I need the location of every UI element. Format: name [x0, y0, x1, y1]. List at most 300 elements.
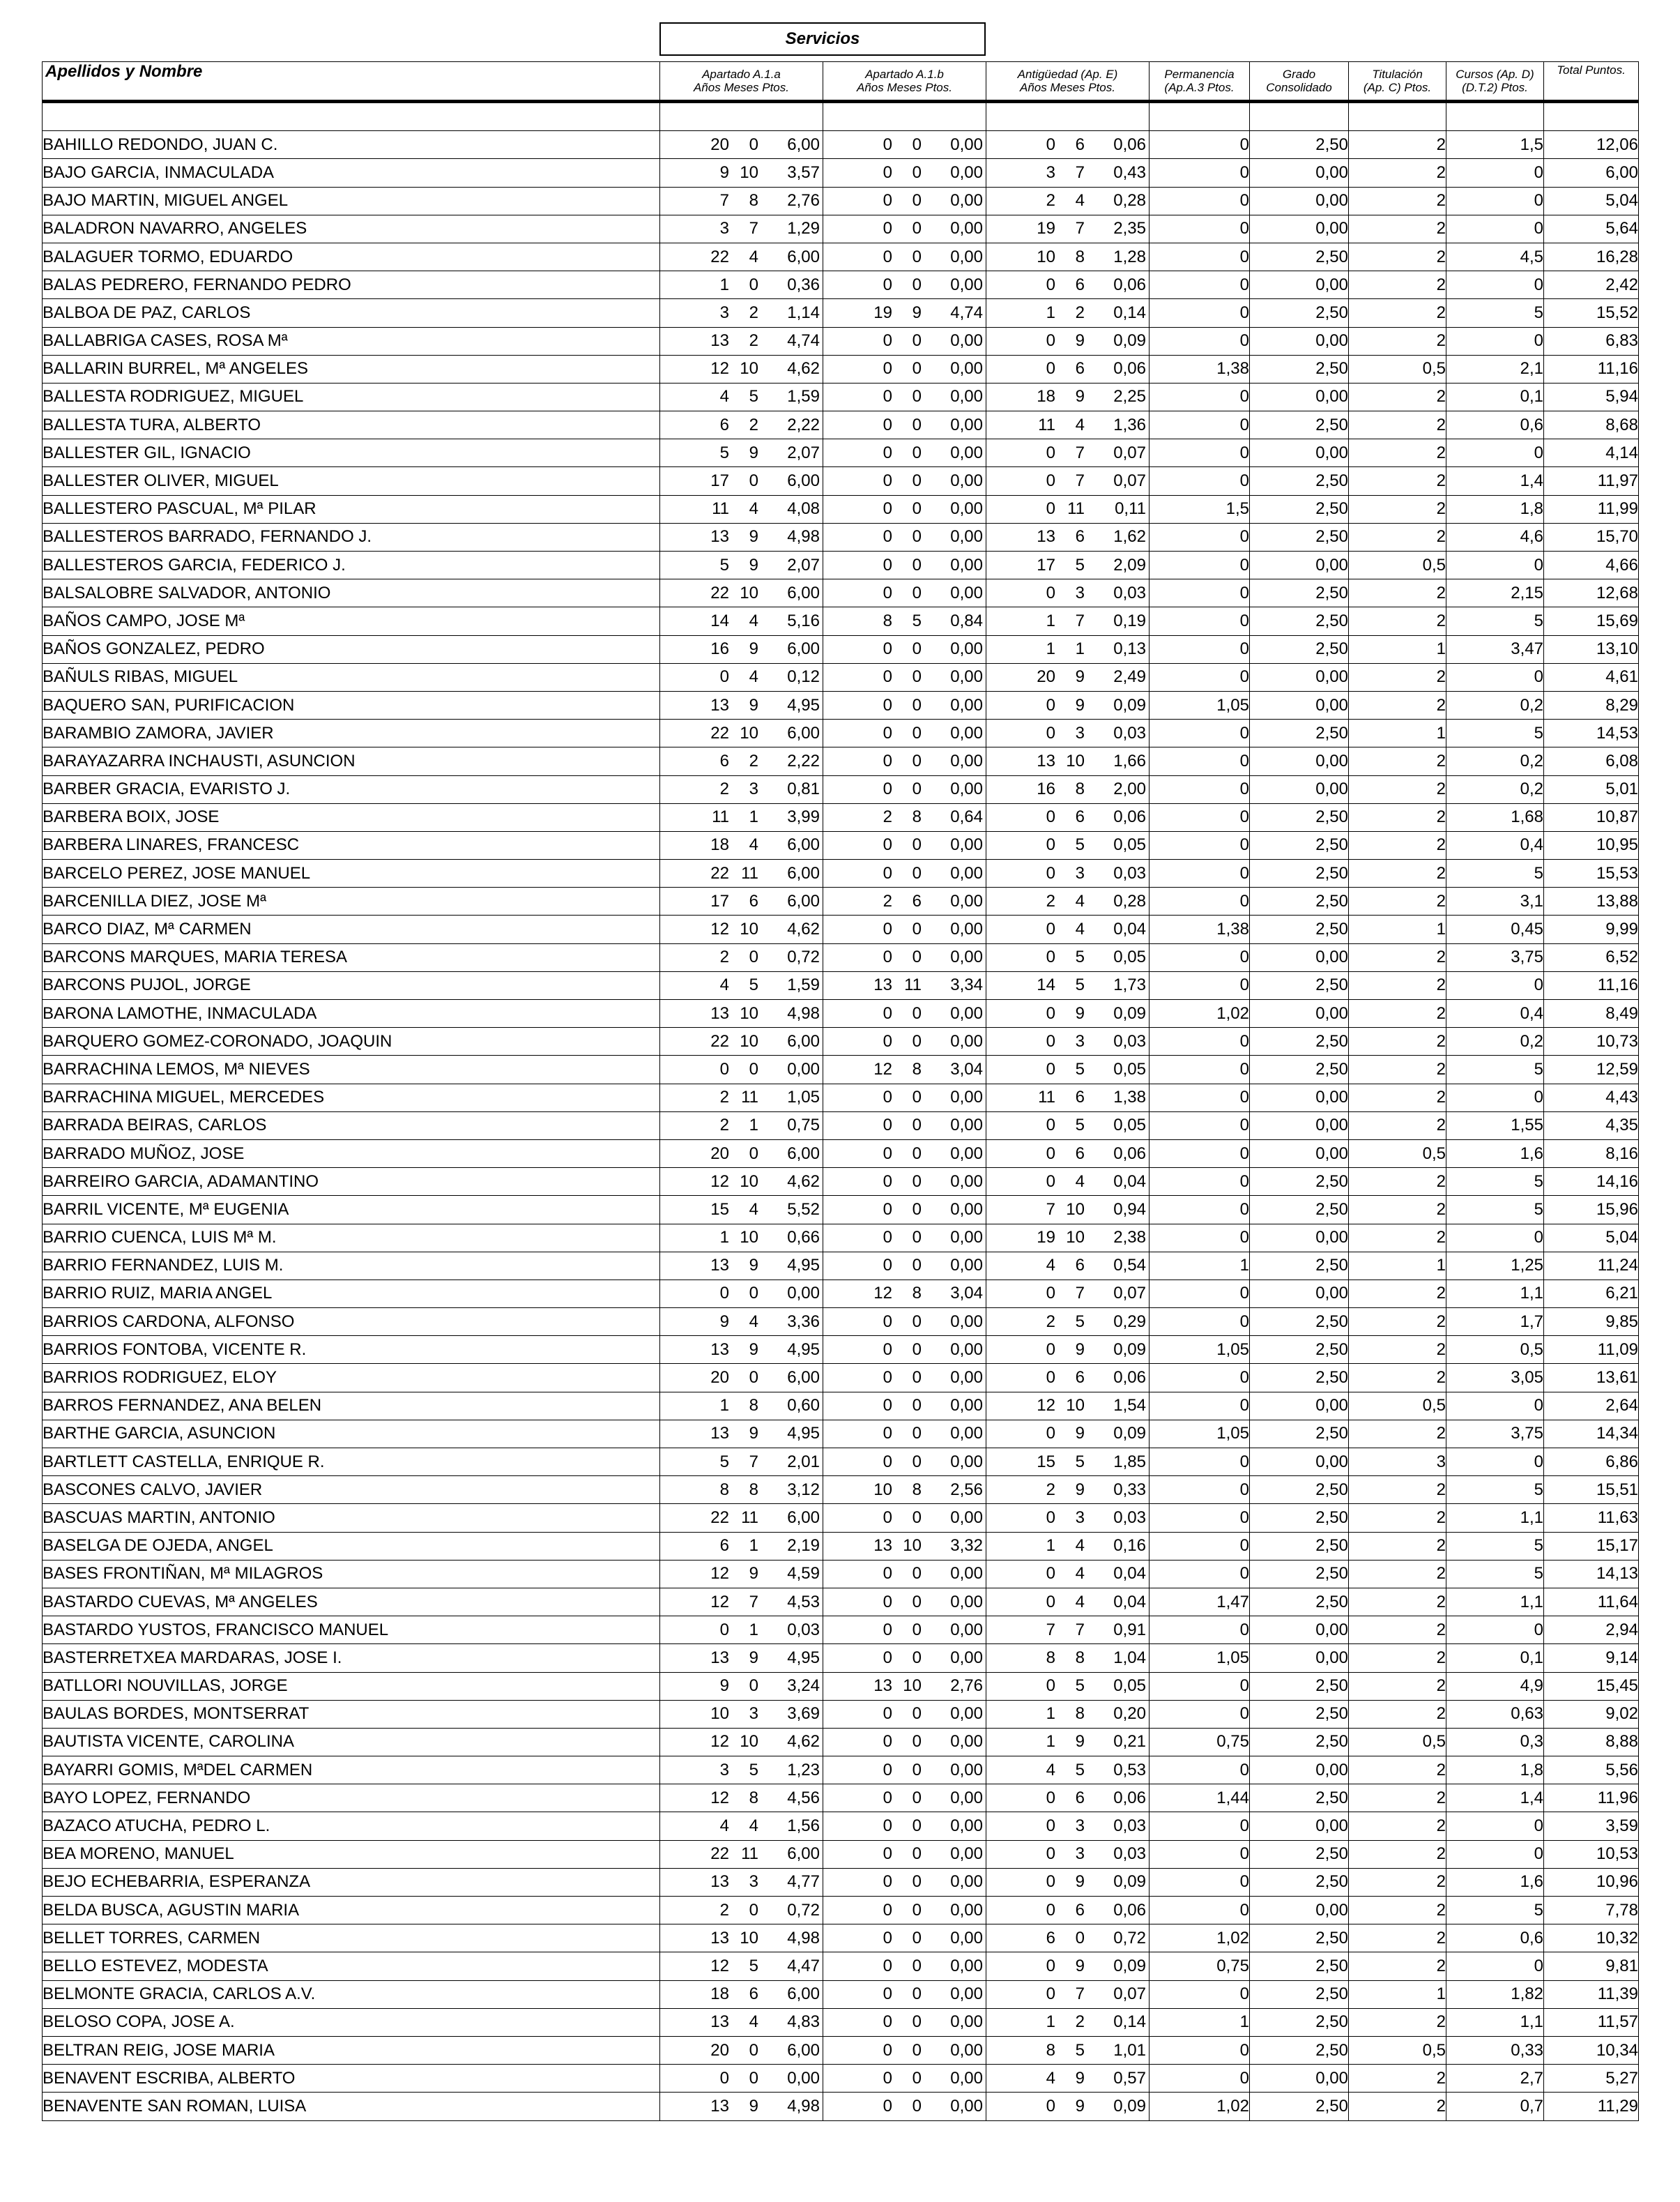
cell-grado: 2,50 — [1250, 1672, 1349, 1700]
cell-years: 13 — [710, 1648, 729, 1667]
cell-total: 11,57 — [1544, 2008, 1639, 2036]
cell-name: BELMONTE GRACIA, CARLOS A.V. — [43, 1980, 660, 2008]
cell-months: 0 — [912, 415, 922, 434]
cell-grado: 2,50 — [1250, 1364, 1349, 1392]
cell-years: 18 — [1037, 387, 1055, 407]
cell-points: 0,06 — [1113, 1900, 1146, 1920]
cell-antiguedad — [986, 411, 1150, 439]
cell-a1a — [660, 467, 823, 495]
table-row — [43, 747, 1639, 775]
cell-grado: 0,00 — [1250, 691, 1349, 719]
cell-years: 0 — [883, 331, 892, 351]
col-header-titulacion: Titulación (Ap. C) Ptos. — [1349, 62, 1446, 102]
table-row — [43, 888, 1639, 916]
cell-months: 9 — [1075, 667, 1085, 687]
cell-grado: 0,00 — [1250, 663, 1349, 691]
cell-points: 6,00 — [787, 1031, 820, 1051]
cell-cursos: 0 — [1446, 971, 1544, 999]
table-row — [43, 635, 1639, 663]
cell-months: 6 — [1075, 135, 1085, 154]
cell-name: BALLESTA TURA, ALBERTO — [43, 411, 660, 439]
cell-a1b — [823, 1448, 986, 1476]
cell-months: 10 — [1066, 1199, 1085, 1219]
cell-months: 0 — [912, 1760, 922, 1779]
cell-a1a — [660, 747, 823, 775]
cell-grado: 2,50 — [1250, 467, 1349, 495]
cell-points: 4,83 — [787, 2012, 820, 2032]
cell-grado: 2,50 — [1250, 860, 1349, 888]
cell-cursos: 3,05 — [1446, 1364, 1544, 1392]
cell-a1a — [660, 159, 823, 187]
cell-months: 5 — [912, 611, 922, 630]
table-row — [43, 1056, 1639, 1084]
cell-years: 12 — [710, 1956, 729, 1975]
cell-points: 0,00 — [950, 1732, 983, 1752]
cell-permanencia: 0 — [1150, 720, 1250, 747]
cell-points: 0,00 — [950, 1199, 983, 1219]
cell-months: 7 — [749, 219, 758, 238]
cell-permanencia: 0 — [1150, 1168, 1250, 1196]
cell-a1a — [660, 663, 823, 691]
cell-total: 4,35 — [1544, 1111, 1639, 1139]
cell-points: 6,00 — [787, 863, 820, 883]
cell-a1a — [660, 635, 823, 663]
cell-points: 1,36 — [1113, 415, 1146, 434]
cell-a1a — [660, 1560, 823, 1588]
cell-years: 13 — [710, 331, 729, 351]
cell-antiguedad — [986, 691, 1150, 719]
cell-years: 2 — [1046, 1312, 1055, 1331]
cell-antiguedad — [986, 1252, 1150, 1280]
cell-months: 1 — [1075, 639, 1085, 659]
cell-name: BATLLORI NOUVILLAS, JORGE — [43, 1672, 660, 1700]
cell-cursos: 1,82 — [1446, 1980, 1544, 2008]
cell-a1b — [823, 1672, 986, 1700]
cell-cursos: 4,5 — [1446, 243, 1544, 271]
cell-years: 8 — [883, 611, 892, 630]
cell-years: 15 — [710, 1199, 729, 1219]
cell-cursos: 0,45 — [1446, 916, 1544, 943]
cell-titulacion: 1 — [1349, 635, 1446, 663]
cell-a1b — [823, 1168, 986, 1196]
cell-points: 0,00 — [950, 275, 983, 294]
cell-a1a — [660, 355, 823, 383]
cell-years: 1 — [719, 1228, 729, 1247]
table-row — [43, 1784, 1639, 1812]
cell-a1a — [660, 552, 823, 579]
cell-total: 8,29 — [1544, 691, 1639, 719]
cell-points: 0,09 — [1113, 1956, 1146, 1975]
cell-points: 4,62 — [787, 359, 820, 379]
cell-months: 0 — [912, 1704, 922, 1724]
cell-months: 1 — [749, 807, 758, 827]
cell-months: 9 — [749, 1339, 758, 1359]
cell-grado: 2,50 — [1250, 579, 1349, 607]
cell-a1a — [660, 1728, 823, 1756]
cell-points: 3,24 — [787, 1676, 820, 1696]
cell-months: 8 — [749, 1788, 758, 1807]
cell-a1b — [823, 1952, 986, 1980]
cell-a1b — [823, 1196, 986, 1224]
cell-months: 3 — [1075, 723, 1085, 743]
cell-name: BELDA BUSCA, AGUSTIN MARIA — [43, 1897, 660, 1924]
cell-titulacion: 2 — [1349, 1897, 1446, 1924]
cell-cursos: 4,6 — [1446, 523, 1544, 551]
cell-a1b — [823, 720, 986, 747]
cell-grado: 2,50 — [1250, 1252, 1349, 1280]
cell-cursos: 3,1 — [1446, 888, 1544, 916]
cell-name: BARREIRO GARCIA, ADAMANTINO — [43, 1168, 660, 1196]
cell-antiguedad — [986, 1868, 1150, 1896]
cell-points: 2,22 — [787, 415, 820, 434]
cell-points: 6,00 — [787, 1844, 820, 1864]
cell-titulacion: 2 — [1349, 1532, 1446, 1560]
cell-months: 0 — [912, 219, 922, 238]
cell-points: 2,19 — [787, 1536, 820, 1556]
cell-months: 10 — [740, 1228, 758, 1247]
cell-antiguedad — [986, 2093, 1150, 2120]
cell-a1b — [823, 1924, 986, 1952]
cell-points: 4,62 — [787, 1732, 820, 1752]
cell-years: 13 — [873, 1676, 892, 1696]
table-row — [43, 1336, 1639, 1364]
cell-titulacion: 2 — [1349, 971, 1446, 999]
cell-years: 4 — [1046, 2068, 1055, 2088]
cell-a1b — [823, 355, 986, 383]
cell-points: 0,03 — [1113, 1508, 1146, 1527]
table-row — [43, 943, 1639, 971]
cell-titulacion: 2 — [1349, 159, 1446, 187]
cell-a1b — [823, 663, 986, 691]
cell-years: 13 — [873, 1536, 892, 1556]
cell-cursos: 1,55 — [1446, 1111, 1544, 1139]
cell-a1a — [660, 943, 823, 971]
cell-permanencia: 0 — [1150, 131, 1250, 159]
cell-years: 0 — [1046, 1339, 1055, 1359]
table-row — [43, 1980, 1639, 2008]
cell-months: 4 — [749, 499, 758, 519]
cell-months: 0 — [912, 443, 922, 462]
cell-titulacion: 2 — [1349, 1868, 1446, 1896]
cell-total: 10,32 — [1544, 1924, 1639, 1952]
cell-name: BARRIO CUENCA, LUIS Mª M. — [43, 1224, 660, 1252]
cell-total: 11,16 — [1544, 971, 1639, 999]
cell-months: 11 — [904, 975, 922, 995]
cell-titulacion: 2 — [1349, 467, 1446, 495]
cell-permanencia: 0 — [1150, 888, 1250, 916]
cell-cursos: 0,7 — [1446, 2093, 1544, 2120]
cell-years: 4 — [719, 975, 729, 995]
cell-titulacion: 2 — [1349, 1308, 1446, 1336]
cell-a1b — [823, 888, 986, 916]
cell-months: 9 — [1075, 2096, 1085, 2116]
cell-grado: 0,00 — [1250, 1616, 1349, 1644]
cell-titulacion: 0,5 — [1349, 1139, 1446, 1167]
cell-points: 0,00 — [950, 1760, 983, 1779]
cell-months: 2 — [749, 751, 758, 770]
cell-years: 0 — [719, 1620, 729, 1639]
cell-months: 1 — [749, 1116, 758, 1135]
cell-points: 6,00 — [787, 135, 820, 154]
cell-months: 0 — [912, 1816, 922, 1836]
cell-a1a — [660, 1364, 823, 1392]
cell-name: BARCELO PEREZ, JOSE MANUEL — [43, 860, 660, 888]
cell-points: 0,00 — [950, 2068, 983, 2088]
cell-titulacion: 2 — [1349, 1224, 1446, 1252]
cell-months: 8 — [749, 1396, 758, 1415]
cell-permanencia: 1,05 — [1150, 1644, 1250, 1672]
cell-total: 5,01 — [1544, 775, 1639, 803]
cell-months: 6 — [1075, 1900, 1085, 1920]
cell-grado: 2,50 — [1250, 2093, 1349, 2120]
cell-antiguedad — [986, 1224, 1150, 1252]
cell-grado: 2,50 — [1250, 1980, 1349, 2008]
cell-a1b — [823, 1056, 986, 1084]
cell-years: 0 — [883, 863, 892, 883]
cell-months: 5 — [749, 387, 758, 407]
cell-months: 5 — [1075, 835, 1085, 855]
cell-cursos: 0,2 — [1446, 747, 1544, 775]
cell-permanencia: 0 — [1150, 943, 1250, 971]
cell-points: 0,64 — [950, 807, 983, 827]
table-row — [43, 831, 1639, 859]
cell-a1a — [660, 1644, 823, 1672]
cell-months: 4 — [749, 2012, 758, 2032]
cell-name: BALADRON NAVARRO, ANGELES — [43, 215, 660, 243]
cell-years: 0 — [1046, 1676, 1055, 1696]
cell-a1a — [660, 1588, 823, 1616]
cell-total: 7,78 — [1544, 1897, 1639, 1924]
cell-years: 4 — [1046, 1256, 1055, 1275]
cell-years: 0 — [883, 948, 892, 967]
cell-years: 10 — [1037, 247, 1055, 266]
cell-points: 0,00 — [950, 387, 983, 407]
cell-points: 2,49 — [1113, 667, 1146, 687]
cell-titulacion: 2 — [1349, 1560, 1446, 1588]
cell-a1a — [660, 1308, 823, 1336]
cell-points: 0,72 — [787, 948, 820, 967]
cell-points: 0,04 — [1113, 1564, 1146, 1584]
cell-total: 8,49 — [1544, 1000, 1639, 1028]
cell-years: 1 — [1046, 2012, 1055, 2032]
cell-points: 0,00 — [950, 583, 983, 602]
cell-name: BASCONES CALVO, JAVIER — [43, 1476, 660, 1504]
cell-years: 5 — [719, 555, 729, 575]
table-row — [43, 1756, 1639, 1784]
table-row — [43, 1616, 1639, 1644]
cell-years: 3 — [719, 219, 729, 238]
cell-years: 13 — [710, 1256, 729, 1275]
cell-months: 7 — [1075, 471, 1085, 491]
cell-antiguedad — [986, 579, 1150, 607]
cell-years: 2 — [719, 780, 729, 799]
cell-permanencia: 0 — [1150, 383, 1250, 411]
cell-years: 20 — [710, 1368, 729, 1388]
col-header-total: Total Puntos. — [1544, 62, 1639, 102]
cell-months: 9 — [749, 1648, 758, 1667]
cell-months: 4 — [1075, 415, 1085, 434]
cell-months: 4 — [1075, 920, 1085, 939]
cell-points: 6,00 — [787, 1508, 820, 1527]
cell-permanencia: 0 — [1150, 159, 1250, 187]
cell-points: 1,14 — [787, 303, 820, 322]
cell-years: 0 — [1046, 275, 1055, 294]
table-row — [43, 971, 1639, 999]
cell-years: 0 — [1046, 135, 1055, 154]
cell-grado: 2,50 — [1250, 1168, 1349, 1196]
cell-points: 0,00 — [950, 499, 983, 519]
cell-total: 6,21 — [1544, 1280, 1639, 1307]
table-row — [43, 1224, 1639, 1252]
cell-years: 0 — [1046, 1872, 1055, 1892]
cell-years: 0 — [883, 2012, 892, 2032]
cell-titulacion: 2 — [1349, 439, 1446, 467]
cell-points: 0,00 — [950, 1031, 983, 1051]
cell-a1a — [660, 411, 823, 439]
cell-points: 0,84 — [950, 611, 983, 630]
cell-total: 12,06 — [1544, 131, 1639, 159]
cell-months: 3 — [1075, 1816, 1085, 1836]
cell-months: 0 — [912, 331, 922, 351]
cell-months: 5 — [749, 975, 758, 995]
cell-grado: 0,00 — [1250, 1392, 1349, 1420]
cell-permanencia: 0 — [1150, 523, 1250, 551]
cell-cursos: 1,1 — [1446, 1588, 1544, 1616]
cell-points: 4,95 — [787, 695, 820, 715]
cell-years: 0 — [1046, 1003, 1055, 1023]
cell-total: 8,68 — [1544, 411, 1639, 439]
table-row — [43, 1168, 1639, 1196]
cell-a1a — [660, 1980, 823, 2008]
cell-permanencia: 0,75 — [1150, 1952, 1250, 1980]
cell-name: BALLESTA RODRIGUEZ, MIGUEL — [43, 383, 660, 411]
cell-a1b — [823, 1840, 986, 1868]
cell-total: 9,99 — [1544, 916, 1639, 943]
cell-grado: 2,50 — [1250, 831, 1349, 859]
table-row — [43, 1392, 1639, 1420]
cell-antiguedad — [986, 607, 1150, 635]
table-row — [43, 1812, 1639, 1840]
cell-years: 0 — [1046, 1116, 1055, 1135]
cell-antiguedad — [986, 2065, 1150, 2093]
cell-permanencia: 1,02 — [1150, 2093, 1250, 2120]
cell-years: 0 — [1046, 1956, 1055, 1975]
cell-months: 1 — [749, 1620, 758, 1639]
cell-grado: 0,00 — [1250, 1111, 1349, 1139]
cell-total: 4,14 — [1544, 439, 1639, 467]
cell-points: 0,00 — [950, 2096, 983, 2116]
cell-months: 7 — [749, 1592, 758, 1611]
cell-years: 0 — [883, 527, 892, 547]
cell-years: 0 — [883, 1928, 892, 1947]
cell-total: 15,69 — [1544, 607, 1639, 635]
cell-months: 8 — [912, 1480, 922, 1499]
cell-a1b — [823, 1224, 986, 1252]
cell-points: 0,36 — [787, 275, 820, 294]
cell-cursos: 0,2 — [1446, 1028, 1544, 1056]
cell-years: 0 — [883, 1171, 892, 1191]
cell-a1a — [660, 1672, 823, 1700]
cell-antiguedad — [986, 1644, 1150, 1672]
cell-years: 18 — [710, 1984, 729, 2004]
cell-years: 0 — [883, 835, 892, 855]
cell-permanencia: 1 — [1150, 1252, 1250, 1280]
table-row — [43, 1728, 1639, 1756]
cell-points: 1,38 — [1113, 1088, 1146, 1107]
cell-years: 18 — [710, 835, 729, 855]
cell-points: 0,03 — [1113, 1031, 1146, 1051]
cell-a1a — [660, 1700, 823, 1728]
cell-a1a — [660, 1252, 823, 1280]
cell-antiguedad — [986, 943, 1150, 971]
cell-a1a — [660, 299, 823, 327]
cell-years: 0 — [883, 1900, 892, 1920]
cell-points: 0,09 — [1113, 1339, 1146, 1359]
cell-name: BAJO MARTIN, MIGUEL ANGEL — [43, 187, 660, 215]
cell-points: 0,00 — [950, 331, 983, 351]
cell-name: BASTERRETXEA MARDARAS, JOSE I. — [43, 1644, 660, 1672]
cell-total: 6,08 — [1544, 747, 1639, 775]
cell-a1a — [660, 1952, 823, 1980]
cell-points: 2,35 — [1113, 219, 1146, 238]
table-row — [43, 1588, 1639, 1616]
cell-years: 0 — [883, 471, 892, 491]
cell-a1a — [660, 691, 823, 719]
cell-months: 8 — [1075, 247, 1085, 266]
cell-antiguedad — [986, 495, 1150, 523]
cell-titulacion: 2 — [1349, 1924, 1446, 1952]
cell-points: 3,04 — [950, 1284, 983, 1303]
cell-a1b — [823, 2008, 986, 2036]
cell-years: 0 — [883, 1031, 892, 1051]
cell-permanencia: 0 — [1150, 1028, 1250, 1056]
cell-grado: 0,00 — [1250, 1224, 1349, 1252]
cell-antiguedad — [986, 1700, 1150, 1728]
cell-months: 9 — [749, 1424, 758, 1443]
cell-cursos: 1,6 — [1446, 1139, 1544, 1167]
cell-months: 6 — [1075, 1256, 1085, 1275]
table-row — [43, 2065, 1639, 2093]
cell-antiguedad — [986, 1056, 1150, 1084]
cell-a1a — [660, 607, 823, 635]
cell-a1b — [823, 187, 986, 215]
cell-years: 12 — [873, 1284, 892, 1303]
cell-months: 4 — [749, 1816, 758, 1836]
cell-grado: 2,50 — [1250, 1196, 1349, 1224]
col-header-name: Apellidos y Nombre — [43, 62, 660, 102]
cell-antiguedad — [986, 860, 1150, 888]
cell-years: 0 — [883, 2068, 892, 2088]
cell-titulacion: 2 — [1349, 187, 1446, 215]
cell-months: 0 — [749, 948, 758, 967]
cell-cursos: 0,2 — [1446, 775, 1544, 803]
cell-points: 4,53 — [787, 1592, 820, 1611]
cell-permanencia: 0 — [1150, 1196, 1250, 1224]
cell-name: BAUTISTA VICENTE, CAROLINA — [43, 1728, 660, 1756]
cell-antiguedad — [986, 1840, 1150, 1868]
cell-name: BENAVENT ESCRIBA, ALBERTO — [43, 2065, 660, 2093]
cell-years: 0 — [883, 499, 892, 519]
cell-grado: 0,00 — [1250, 1139, 1349, 1167]
cell-total: 11,99 — [1544, 495, 1639, 523]
cell-grado: 2,50 — [1250, 1308, 1349, 1336]
cell-months: 5 — [1075, 1059, 1085, 1079]
cell-points: 0,06 — [1113, 275, 1146, 294]
cell-antiguedad — [986, 299, 1150, 327]
cell-months: 0 — [912, 639, 922, 659]
cell-years: 2 — [1046, 891, 1055, 911]
cell-years: 0 — [883, 1199, 892, 1219]
